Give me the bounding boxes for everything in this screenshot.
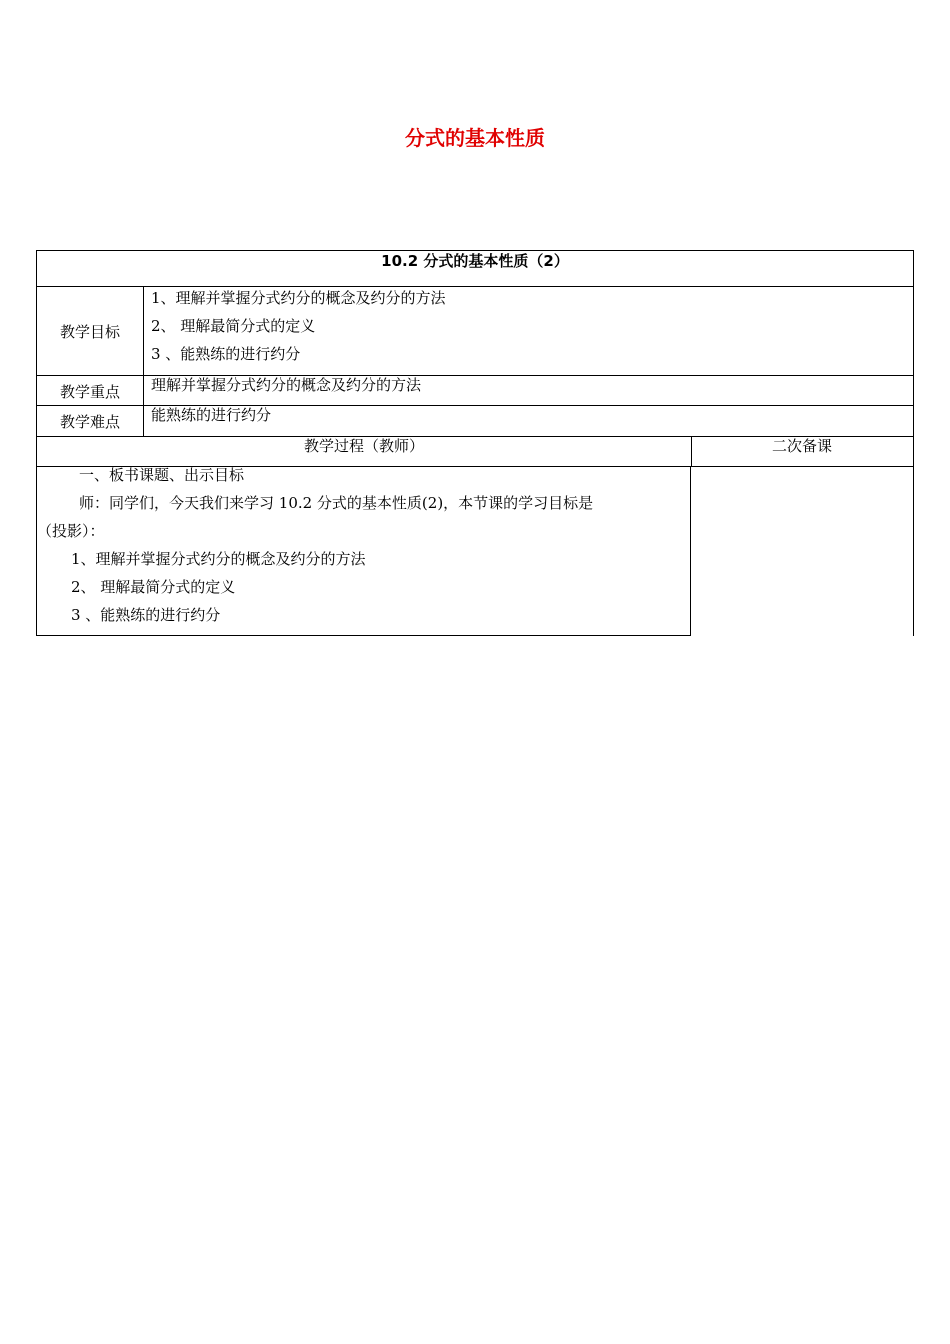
goal-item: 2、 理解最简分式的定义 <box>151 317 316 335</box>
document-title: 分式的基本性质 <box>405 126 545 150</box>
key-point-value: 理解并掌握分式约分的概念及约分的方法 <box>151 376 422 394</box>
difficulty-value: 能熟练的进行约分 <box>151 406 272 424</box>
process-line: 师：同学们，今天我们来学习 10.2 分式的基本性质(2)，本节课的学习目标是 <box>79 494 594 512</box>
goals-label: 教学目标 <box>37 287 144 376</box>
process-line: 一、板书课题、出示目标 <box>79 466 245 484</box>
key-point-label: 教学重点 <box>37 376 144 406</box>
process-body <box>36 466 691 636</box>
process-line: 3 、能熟练的进行约分 <box>71 606 221 624</box>
table-header-row <box>36 250 914 287</box>
goal-item: 3 、能熟练的进行约分 <box>151 345 301 363</box>
goals-list <box>151 284 446 368</box>
key-point-row <box>36 375 914 406</box>
difficulty-label: 教学难点 <box>37 406 144 437</box>
process-header: 教学过程（教师） <box>37 437 692 466</box>
process-line: 2、 理解最简分式的定义 <box>71 578 236 596</box>
table-header: 10.2 分式的基本性质（2） <box>381 252 569 270</box>
process-line: 1、理解并掌握分式约分的概念及约分的方法 <box>71 550 366 568</box>
goals-row <box>36 286 914 376</box>
goal-item: 1、理解并掌握分式约分的概念及约分的方法 <box>151 289 446 307</box>
difficulty-row <box>36 405 914 437</box>
secondary-header: 二次备课 <box>771 437 832 455</box>
process-line: （投影）： <box>37 522 105 540</box>
secondary-column-border <box>913 466 914 636</box>
